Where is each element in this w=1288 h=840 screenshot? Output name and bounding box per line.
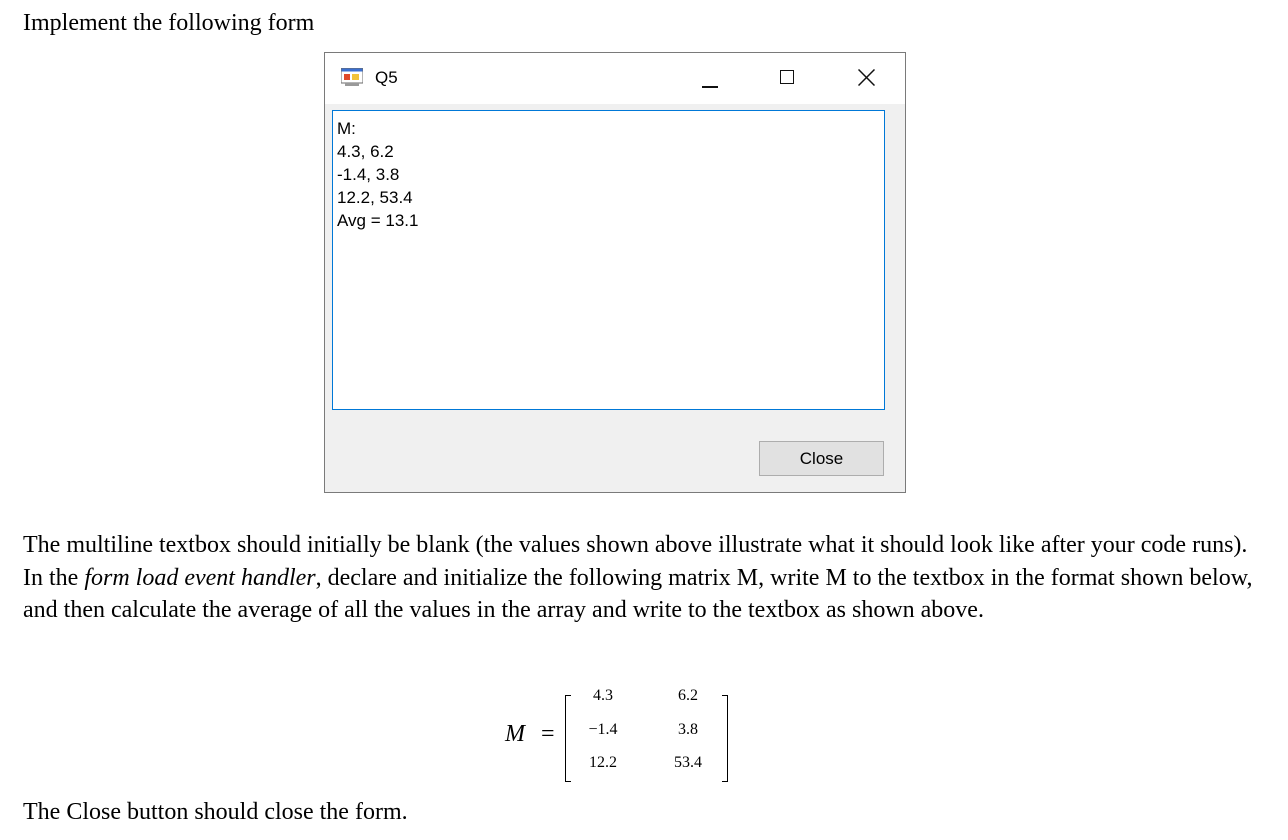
paragraph-text: , declare and initialize the following matrix M, write M to the textbox in the format shown below, and then calculate the average of all the values in the array and write to the textbox as shown above. [23, 564, 1253, 623]
matrix-cell: 6.2 [678, 687, 698, 704]
textbox-line: 12.2, 53.4 [337, 188, 413, 207]
textbox-line: -1.4, 3.8 [337, 165, 400, 184]
maximize-button[interactable] [745, 53, 817, 104]
textbox-line: M: [337, 119, 356, 138]
close-button[interactable]: Close [759, 441, 884, 476]
matrix-cell: 4.3 [593, 687, 613, 704]
instructions-paragraph [23, 529, 1273, 627]
paragraph-text: The multiline textbox should initially be blank (the values shown above illustrate what it should look like after your code runs). In the [23, 532, 1248, 591]
matrix-cell: 53.4 [674, 754, 702, 771]
matrix-left-bracket [565, 695, 571, 782]
matrix-cell: 3.8 [678, 721, 698, 738]
textbox-line: Avg = 13.1 [337, 211, 419, 230]
window-close-button[interactable] [829, 53, 901, 104]
title-bar[interactable] [325, 53, 905, 104]
close-icon [858, 69, 875, 86]
matrix-cell: −1.4 [588, 721, 618, 738]
matrix-label: M [505, 721, 525, 747]
instructions-footer: The Close button should close the form. [23, 799, 408, 825]
window-title: Q5 [375, 68, 398, 87]
winforms-app-icon [341, 68, 363, 88]
matrix-equals: = [541, 721, 555, 747]
minimize-button[interactable] [673, 53, 745, 104]
paragraph-emphasis: form load event handler [84, 564, 316, 591]
textbox-line: 4.3, 6.2 [337, 142, 394, 161]
instructions-heading: Implement the following form [23, 10, 315, 36]
form-window [324, 52, 906, 493]
matrix-cell: 12.2 [589, 754, 617, 771]
matrix-right-bracket [722, 695, 728, 782]
output-textbox[interactable] [332, 110, 885, 410]
